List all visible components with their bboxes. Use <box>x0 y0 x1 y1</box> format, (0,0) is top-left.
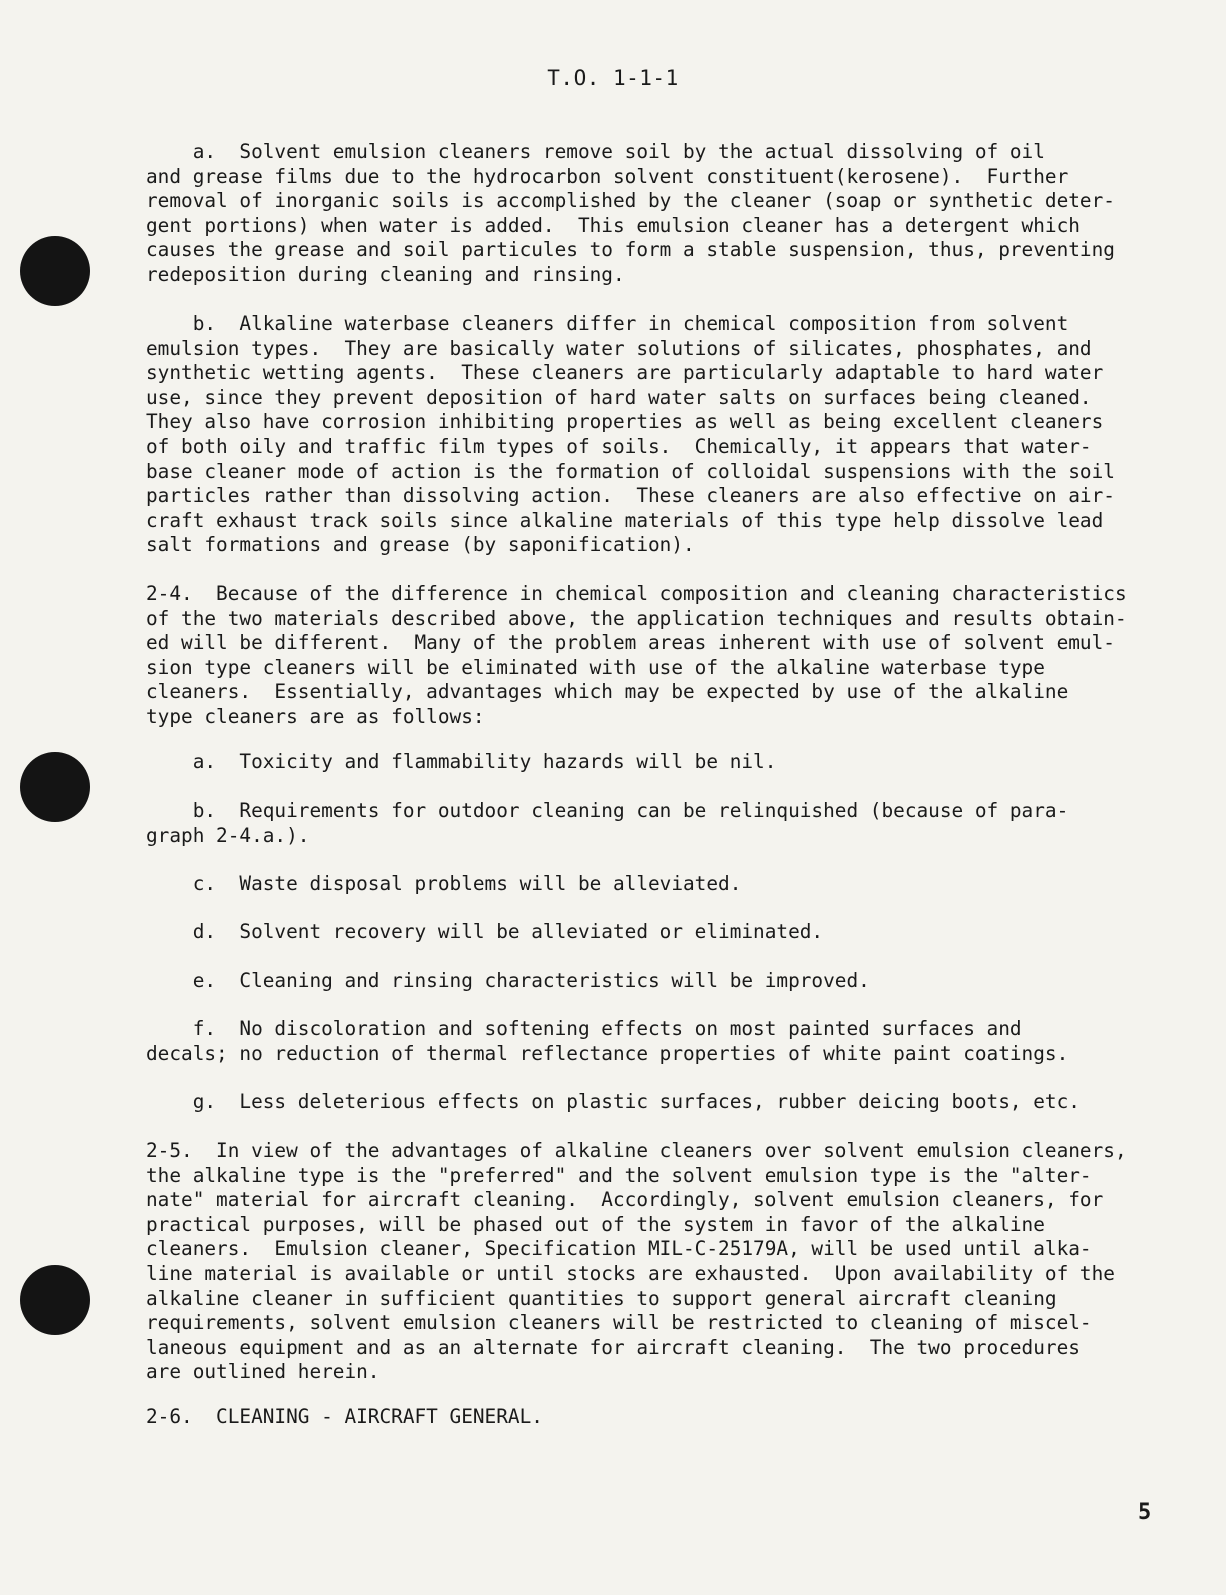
text-line: nate" material for aircraft cleaning. Accordingly, solvent emulsion cleaners, for <box>146 1188 1104 1212</box>
text-line: a. Toxicity and flammability hazards will be nil. <box>146 750 777 773</box>
text-line: removal of inorganic soils is accomplished by the cleaner (soap or synthetic deter- <box>146 189 1115 213</box>
text-line: cleaners. Essentially, advantages which may be expected by use of the alkaline <box>146 680 1069 704</box>
text-line: sion type cleaners will be eliminated with use of the alkaline waterbase type <box>146 655 1045 679</box>
text-line: requirements, solvent emulsion cleaners will be restricted to cleaning of miscel- <box>146 1311 1092 1335</box>
list-item-c <box>146 872 1196 897</box>
text-line: of the two materials described above, the application techniques and results obtain- <box>146 606 1127 630</box>
text-line: craft exhaust track soils since alkaline materials of this type help dissolve lead <box>146 508 1104 532</box>
text-line: of both oily and traffic film types of soils. Chemically, it appears that water- <box>146 434 1092 458</box>
text-line: g. Less deleterious effects on plastic surfaces, rubber deicing boots, etc. <box>146 1090 1080 1113</box>
text-line: a. Solvent emulsion cleaners remove soil by the actual dissolving of oil <box>146 140 1045 163</box>
paragraph-2-3-a <box>146 140 1196 288</box>
text-line: laneous equipment and as an alternate for aircraft cleaning. The two procedures <box>146 1335 1080 1359</box>
list-item-d <box>146 920 1196 945</box>
text-line: cleaners. Emulsion cleaner, Specification MIL-C-25179A, will be used until alka- <box>146 1237 1092 1261</box>
text-line: e. Cleaning and rinsing characteristics will be improved. <box>146 969 870 992</box>
text-line: 2-4. Because of the difference in chemical composition and cleaning characteristics <box>146 582 1127 605</box>
list-item-e <box>146 969 1196 994</box>
text-line: synthetic wetting agents. These cleaners are particularly adaptable to hard water <box>146 361 1104 385</box>
document-header: T.O. 1-1-1 <box>547 66 679 90</box>
paragraph-2-5 <box>146 1139 1196 1385</box>
text-line: c. Waste disposal problems will be alleviated. <box>146 872 742 895</box>
text-line: graph 2-4.a.). <box>146 823 310 847</box>
page-number: 5 <box>1138 1500 1152 1525</box>
section-heading-2-6 <box>146 1405 1196 1430</box>
text-line: and grease films due to the hydrocarbon solvent constituent(kerosene). Further <box>146 164 1069 188</box>
list-item-a <box>146 750 1196 775</box>
text-line: salt formations and grease (by saponification). <box>146 533 695 557</box>
binder-hole-middle <box>20 752 90 822</box>
paragraph-2-4 <box>146 582 1196 730</box>
text-line: are outlined herein. <box>146 1360 380 1384</box>
text-line: ed will be different. Many of the problem areas inherent with use of solvent emul- <box>146 631 1115 655</box>
binder-hole-bottom <box>20 1265 90 1335</box>
list-item-b <box>146 799 1196 848</box>
text-line: redeposition during cleaning and rinsing. <box>146 262 625 286</box>
text-line: use, since they prevent deposition of hard water salts on surfaces being cleaned. <box>146 385 1092 409</box>
list-item-f <box>146 1017 1196 1066</box>
text-line: 2-6. CLEANING - AIRCRAFT GENERAL. <box>146 1405 543 1428</box>
text-line: decals; no reduction of thermal reflectance properties of white paint coatings. <box>146 1041 1069 1065</box>
text-line: alkaline cleaner in sufficient quantities to support general aircraft cleaning <box>146 1286 1057 1310</box>
text-line: causes the grease and soil particules to form a stable suspension, thus, preventing <box>146 238 1115 262</box>
text-line: the alkaline type is the "preferred" and the solvent emulsion type is the "alter- <box>146 1163 1092 1187</box>
text-line: practical purposes, will be phased out of the system in favor of the alkaline <box>146 1212 1045 1236</box>
text-line: b. Requirements for outdoor cleaning can be relinquished (because of para- <box>146 799 1069 822</box>
text-line: b. Alkaline waterbase cleaners differ in chemical composition from solvent <box>146 312 1069 335</box>
binder-hole-top <box>20 236 90 306</box>
text-line: emulsion types. They are basically water solutions of silicates, phosphates, and <box>146 336 1092 360</box>
text-line: base cleaner mode of action is the formation of colloidal suspensions with the soil <box>146 459 1115 483</box>
text-line: f. No discoloration and softening effects on most painted surfaces and <box>146 1017 1022 1040</box>
list-item-g <box>146 1090 1196 1115</box>
text-line: 2-5. In view of the advantages of alkaline cleaners over solvent emulsion cleaners, <box>146 1139 1127 1162</box>
text-line: d. Solvent recovery will be alleviated or eliminated. <box>146 920 824 943</box>
text-line: particles rather than dissolving action. These cleaners are also effective on air- <box>146 484 1115 508</box>
text-line: type cleaners are as follows: <box>146 704 485 728</box>
text-line: They also have corrosion inhibiting properties as well as being excellent cleaners <box>146 410 1104 434</box>
text-line: gent portions) when water is added. This emulsion cleaner has a detergent which <box>146 213 1080 237</box>
text-line: line material is available or until stocks are exhausted. Upon availability of the <box>146 1261 1115 1285</box>
paragraph-2-3-b <box>146 312 1196 558</box>
